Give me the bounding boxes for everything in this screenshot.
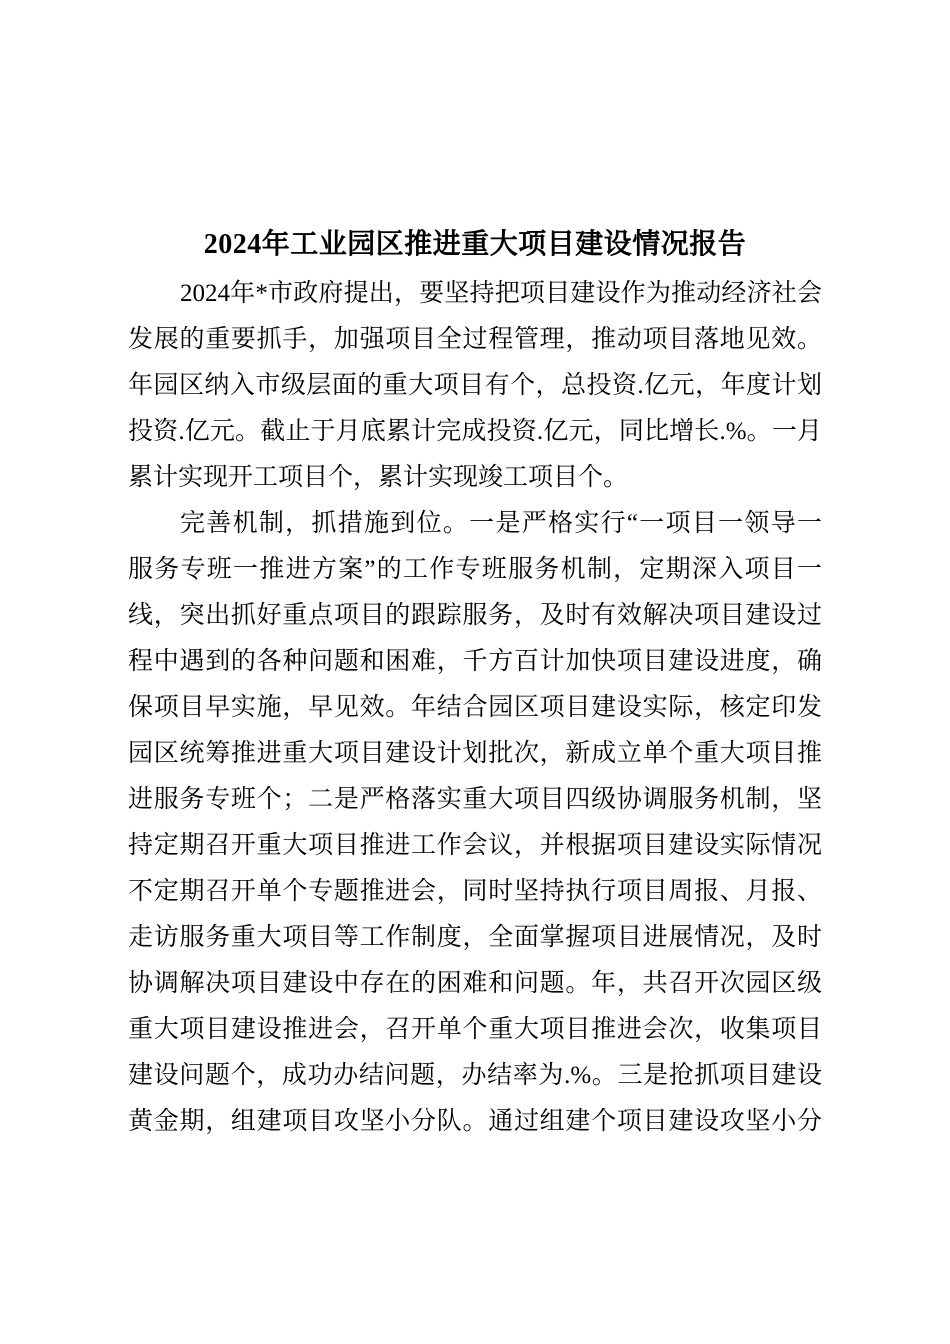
text-line: 年园区纳入市级层面的重大项目有个，总投资.亿元，年度计划 [128,372,822,399]
text-line: 持定期召开重大项目推进工作会议，并根据项目建设实际情况 [128,832,822,859]
text-line: 黄金期，组建项目攻坚小分队。通过组建个项目建设攻坚小分 [128,1108,822,1135]
document-title: 2024年工业园区推进重大项目建设情况报告 [203,229,747,260]
text-line: 园区统筹推进重大项目建设计划批次，新成立单个重大项目推 [128,740,822,767]
text-line: 不定期召开单个专题推进会，同时坚持执行项目周报、月报、 [128,878,822,905]
text-line: 保项目早实施，早见效。年结合园区项目建设实际，核定印发 [128,694,822,721]
text-line: 服务专班一推进方案”的工作专班服务机制，定期深入项目一 [128,556,822,583]
text-line: 建设问题个，成功办结问题，办结率为.%。三是抢抓项目建设 [128,1062,822,1089]
text-line: 进服务专班个；二是严格落实重大项目四级协调服务机制，坚 [128,786,822,813]
text-line: 投资.亿元。截止于月底累计完成投资.亿元，同比增长.%。一月 [128,418,822,445]
text-line: 重大项目建设推进会，召开单个重大项目推进会次，收集项目 [128,1016,822,1043]
text-line: 走访服务重大项目等工作制度，全面掌握项目进展情况，及时 [128,924,822,951]
text-line: 发展的重要抓手，加强项目全过程管理，推动项目落地见效。 [128,326,822,353]
text-line: 线，突出抓好重点项目的跟踪服务，及时有效解决项目建设过 [128,602,822,629]
document-body [128,271,822,1145]
text-line: 程中遇到的各种问题和困难，千方百计加快项目建设进度，确 [128,648,822,675]
text-line: 完善机制，抓措施到位。一是严格实行“一项目一领导一 [180,510,822,537]
text-line: 协调解决项目建设中存在的困难和问题。年，共召开次园区级 [128,970,822,997]
text-line: 累计实现开工项目个，累计实现竣工项目个。 [128,464,629,491]
text-line: 2024年*市政府提出，要坚持把项目建设作为推动经济社会 [180,280,822,307]
